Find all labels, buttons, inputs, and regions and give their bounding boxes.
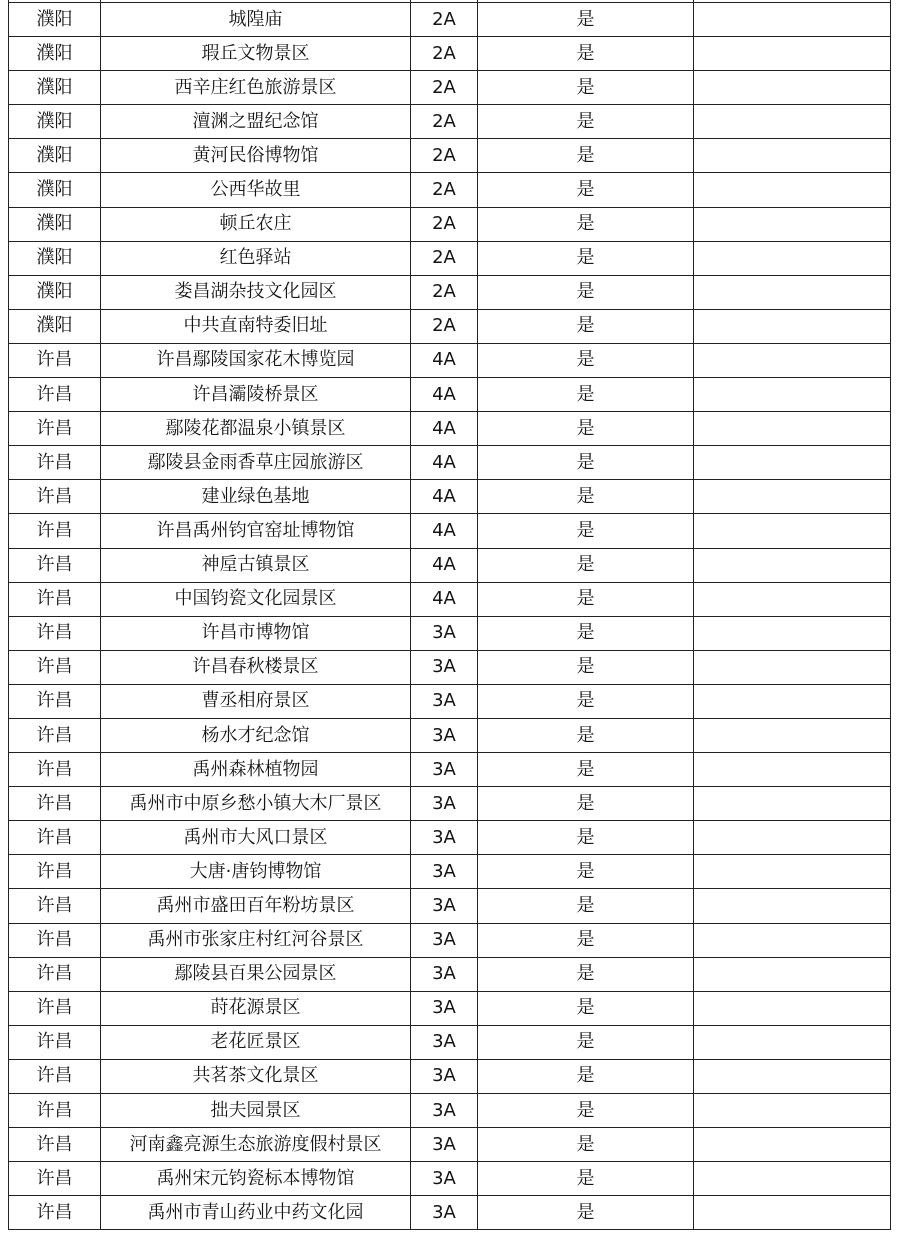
city-cell: 许昌 (8, 855, 100, 888)
level-cell: 3A (410, 1094, 477, 1127)
table-continuation-cell (8, 0, 100, 2)
level-cell: 4A (410, 446, 477, 479)
scenic-spot-name-cell: 河南鑫亮源生态旅游度假村景区 (100, 1128, 410, 1161)
remarks-cell (693, 1026, 891, 1059)
scenic-spot-name-cell: 神垕古镇景区 (100, 549, 410, 582)
level-cell: 3A (410, 617, 477, 650)
table-row (8, 1026, 891, 1060)
scenic-spot-table (8, 0, 891, 1230)
city-cell: 濮阳 (8, 139, 100, 172)
level-cell: 2A (410, 139, 477, 172)
level-cell: 3A (410, 685, 477, 718)
table-row (8, 992, 891, 1026)
table-row (8, 37, 891, 71)
remarks-cell (693, 924, 891, 957)
listed-cell: 是 (477, 549, 693, 582)
city-cell: 许昌 (8, 1128, 100, 1161)
city-cell: 濮阳 (8, 310, 100, 343)
remarks-cell (693, 685, 891, 718)
level-cell: 3A (410, 787, 477, 820)
remarks-cell (693, 378, 891, 411)
city-cell: 许昌 (8, 889, 100, 922)
level-cell: 2A (410, 105, 477, 138)
listed-cell: 是 (477, 889, 693, 922)
scenic-spot-name-cell: 大唐·唐钧博物馆 (100, 855, 410, 888)
scenic-spot-name-cell: 顿丘农庄 (100, 208, 410, 241)
remarks-cell (693, 992, 891, 1025)
listed-cell: 是 (477, 276, 693, 309)
table-row (8, 242, 891, 276)
listed-cell: 是 (477, 310, 693, 343)
level-cell: 3A (410, 651, 477, 684)
level-cell: 2A (410, 276, 477, 309)
listed-cell: 是 (477, 753, 693, 786)
listed-cell: 是 (477, 685, 693, 718)
remarks-cell (693, 958, 891, 991)
table-row (8, 310, 891, 344)
city-cell: 许昌 (8, 1060, 100, 1093)
city-cell: 许昌 (8, 787, 100, 820)
level-cell: 3A (410, 1162, 477, 1195)
scenic-spot-name-cell: 鄢陵县百果公园景区 (100, 958, 410, 991)
scenic-spot-name-cell: 禹州市盛田百年粉坊景区 (100, 889, 410, 922)
remarks-cell (693, 37, 891, 70)
listed-cell: 是 (477, 1128, 693, 1161)
scenic-spot-name-cell: 鄢陵花都温泉小镇景区 (100, 412, 410, 445)
city-cell: 许昌 (8, 685, 100, 718)
table-row (8, 651, 891, 685)
listed-cell: 是 (477, 821, 693, 854)
listed-cell: 是 (477, 617, 693, 650)
level-cell: 4A (410, 480, 477, 513)
listed-cell: 是 (477, 924, 693, 957)
table-row (8, 924, 891, 958)
listed-cell: 是 (477, 583, 693, 616)
table-row (8, 1162, 891, 1196)
city-cell: 许昌 (8, 583, 100, 616)
remarks-cell (693, 1060, 891, 1093)
table-row (8, 958, 891, 992)
level-cell: 3A (410, 753, 477, 786)
remarks-cell (693, 242, 891, 275)
remarks-cell (693, 3, 891, 36)
scenic-spot-name-cell: 西辛庄红色旅游景区 (100, 71, 410, 104)
listed-cell: 是 (477, 787, 693, 820)
listed-cell: 是 (477, 855, 693, 888)
listed-cell: 是 (477, 173, 693, 206)
city-cell: 濮阳 (8, 242, 100, 275)
remarks-cell (693, 344, 891, 377)
listed-cell: 是 (477, 208, 693, 241)
table-row (8, 208, 891, 242)
level-cell: 4A (410, 514, 477, 547)
table-continuation-cell (410, 0, 477, 2)
table-continuation-cell (693, 0, 891, 2)
listed-cell: 是 (477, 958, 693, 991)
listed-cell: 是 (477, 1162, 693, 1195)
scenic-spot-name-cell: 城隍庙 (100, 3, 410, 36)
table-row (8, 617, 891, 651)
table-row (8, 753, 891, 787)
level-cell: 3A (410, 1128, 477, 1161)
remarks-cell (693, 1162, 891, 1195)
listed-cell: 是 (477, 1060, 693, 1093)
city-cell: 许昌 (8, 617, 100, 650)
table-row (8, 105, 891, 139)
city-cell: 许昌 (8, 446, 100, 479)
scenic-spot-name-cell: 建业绿色基地 (100, 480, 410, 513)
table-continuation-cell (477, 0, 693, 2)
listed-cell: 是 (477, 139, 693, 172)
scenic-spot-name-cell: 杨水才纪念馆 (100, 719, 410, 752)
table-row (8, 412, 891, 446)
listed-cell: 是 (477, 37, 693, 70)
city-cell: 许昌 (8, 378, 100, 411)
city-cell: 许昌 (8, 549, 100, 582)
scenic-spot-name-cell: 鄢陵县金雨香草庄园旅游区 (100, 446, 410, 479)
remarks-cell (693, 173, 891, 206)
remarks-cell (693, 855, 891, 888)
city-cell: 许昌 (8, 1094, 100, 1127)
table-row (8, 719, 891, 753)
remarks-cell (693, 651, 891, 684)
table-row (8, 480, 891, 514)
level-cell: 3A (410, 958, 477, 991)
city-cell: 许昌 (8, 1196, 100, 1229)
city-cell: 许昌 (8, 514, 100, 547)
remarks-cell (693, 276, 891, 309)
city-cell: 许昌 (8, 719, 100, 752)
level-cell: 4A (410, 378, 477, 411)
remarks-cell (693, 446, 891, 479)
remarks-cell (693, 787, 891, 820)
level-cell: 3A (410, 855, 477, 888)
table-row (8, 344, 891, 378)
listed-cell: 是 (477, 446, 693, 479)
level-cell: 3A (410, 1060, 477, 1093)
listed-cell: 是 (477, 992, 693, 1025)
city-cell: 濮阳 (8, 173, 100, 206)
table-row (8, 514, 891, 548)
listed-cell: 是 (477, 344, 693, 377)
listed-cell: 是 (477, 1196, 693, 1229)
scenic-spot-name-cell: 曹丞相府景区 (100, 685, 410, 718)
level-cell: 4A (410, 549, 477, 582)
table-row (8, 1128, 891, 1162)
table-row (8, 1196, 891, 1230)
level-cell: 2A (410, 37, 477, 70)
level-cell: 3A (410, 924, 477, 957)
scenic-spot-name-cell: 禹州市大风口景区 (100, 821, 410, 854)
level-cell: 4A (410, 412, 477, 445)
scenic-spot-name-cell: 许昌市博物馆 (100, 617, 410, 650)
level-cell: 4A (410, 583, 477, 616)
scenic-spot-name-cell: 红色驿站 (100, 242, 410, 275)
level-cell: 3A (410, 1196, 477, 1229)
remarks-cell (693, 310, 891, 343)
city-cell: 濮阳 (8, 105, 100, 138)
remarks-cell (693, 617, 891, 650)
level-cell: 3A (410, 889, 477, 922)
table-row (8, 173, 891, 207)
level-cell: 2A (410, 242, 477, 275)
city-cell: 许昌 (8, 480, 100, 513)
scenic-spot-name-cell: 共茗茶文化景区 (100, 1060, 410, 1093)
remarks-cell (693, 71, 891, 104)
city-cell: 许昌 (8, 344, 100, 377)
table-row (8, 1060, 891, 1094)
scenic-spot-name-cell: 澶渊之盟纪念馆 (100, 105, 410, 138)
city-cell: 许昌 (8, 992, 100, 1025)
city-cell: 许昌 (8, 753, 100, 786)
city-cell: 濮阳 (8, 3, 100, 36)
table-continuation-cell (100, 0, 410, 2)
scenic-spot-name-cell: 禹州森林植物园 (100, 753, 410, 786)
level-cell: 3A (410, 719, 477, 752)
listed-cell: 是 (477, 3, 693, 36)
remarks-cell (693, 821, 891, 854)
scenic-spot-name-cell: 禹州市张家庄村红河谷景区 (100, 924, 410, 957)
scenic-spot-name-cell: 许昌鄢陵国家花木博览园 (100, 344, 410, 377)
city-cell: 许昌 (8, 412, 100, 445)
remarks-cell (693, 208, 891, 241)
city-cell: 濮阳 (8, 208, 100, 241)
remarks-cell (693, 753, 891, 786)
table-row (8, 446, 891, 480)
scenic-spot-name-cell: 黄河民俗博物馆 (100, 139, 410, 172)
listed-cell: 是 (477, 480, 693, 513)
city-cell: 濮阳 (8, 37, 100, 70)
table-row (8, 889, 891, 923)
table-row (8, 71, 891, 105)
city-cell: 濮阳 (8, 276, 100, 309)
remarks-cell (693, 583, 891, 616)
city-cell: 许昌 (8, 651, 100, 684)
table-row (8, 821, 891, 855)
level-cell: 2A (410, 173, 477, 206)
listed-cell: 是 (477, 514, 693, 547)
scenic-spot-name-cell: 许昌禹州钧官窑址博物馆 (100, 514, 410, 547)
level-cell: 3A (410, 992, 477, 1025)
remarks-cell (693, 719, 891, 752)
table-row (8, 1094, 891, 1128)
city-cell: 许昌 (8, 958, 100, 991)
scenic-spot-name-cell: 禹州市青山药业中药文化园 (100, 1196, 410, 1229)
scenic-spot-name-cell: 禹州市中原乡愁小镇大木厂景区 (100, 787, 410, 820)
table-row (8, 583, 891, 617)
level-cell: 2A (410, 208, 477, 241)
level-cell: 2A (410, 3, 477, 36)
city-cell: 许昌 (8, 821, 100, 854)
scenic-spot-name-cell: 娄昌湖杂技文化园区 (100, 276, 410, 309)
remarks-cell (693, 1128, 891, 1161)
city-cell: 濮阳 (8, 71, 100, 104)
remarks-cell (693, 105, 891, 138)
table-row (8, 3, 891, 37)
remarks-cell (693, 1094, 891, 1127)
table-row (8, 549, 891, 583)
level-cell: 3A (410, 821, 477, 854)
table-row (8, 685, 891, 719)
scenic-spot-name-cell: 公西华故里 (100, 173, 410, 206)
remarks-cell (693, 514, 891, 547)
city-cell: 许昌 (8, 1026, 100, 1059)
level-cell: 2A (410, 310, 477, 343)
remarks-cell (693, 139, 891, 172)
remarks-cell (693, 1196, 891, 1229)
scenic-spot-name-cell: 中共直南特委旧址 (100, 310, 410, 343)
level-cell: 2A (410, 71, 477, 104)
scenic-spot-name-cell: 拙夫园景区 (100, 1094, 410, 1127)
level-cell: 4A (410, 344, 477, 377)
listed-cell: 是 (477, 242, 693, 275)
scenic-spot-name-cell: 禹州宋元钧瓷标本博物馆 (100, 1162, 410, 1195)
scenic-spot-name-cell: 中国钧瓷文化园景区 (100, 583, 410, 616)
listed-cell: 是 (477, 719, 693, 752)
table-row (8, 855, 891, 889)
table-row (8, 139, 891, 173)
scenic-spot-name-cell: 老花匠景区 (100, 1026, 410, 1059)
listed-cell: 是 (477, 412, 693, 445)
listed-cell: 是 (477, 105, 693, 138)
listed-cell: 是 (477, 1094, 693, 1127)
city-cell: 许昌 (8, 924, 100, 957)
listed-cell: 是 (477, 378, 693, 411)
remarks-cell (693, 412, 891, 445)
table-row (8, 378, 891, 412)
remarks-cell (693, 480, 891, 513)
level-cell: 3A (410, 1026, 477, 1059)
listed-cell: 是 (477, 1026, 693, 1059)
scenic-spot-name-cell: 许昌灞陵桥景区 (100, 378, 410, 411)
table-body (8, 3, 891, 1230)
scenic-spot-name-cell: 莳花源景区 (100, 992, 410, 1025)
scenic-spot-name-cell: 许昌春秋楼景区 (100, 651, 410, 684)
table-row (8, 276, 891, 310)
city-cell: 许昌 (8, 1162, 100, 1195)
listed-cell: 是 (477, 651, 693, 684)
listed-cell: 是 (477, 71, 693, 104)
remarks-cell (693, 549, 891, 582)
scenic-spot-name-cell: 瑕丘文物景区 (100, 37, 410, 70)
table-row (8, 787, 891, 821)
remarks-cell (693, 889, 891, 922)
